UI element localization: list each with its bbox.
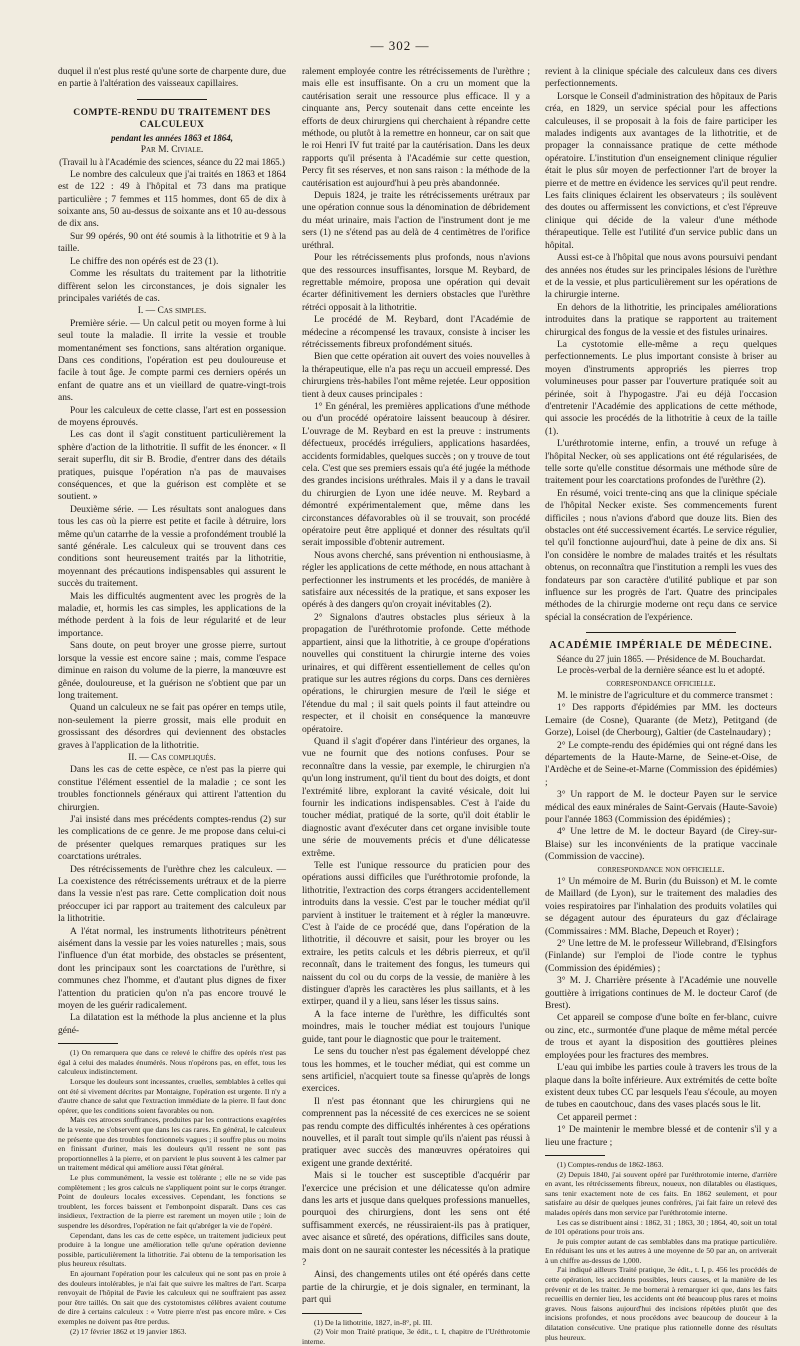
paragraph: 2° Une lettre de M. le professeur Willebrand, d'Elsingfors (Finlande) sur l'emploi de l'iode contre le typhus (Commission des épidémies) ;: [545, 939, 777, 974]
paragraph: Il n'est pas étonnant que les chirurgiens qui ne comprennent pas la nécessité de ces exercices ne se soient pas rendu compte des difficultés inhérentes à ces opérations nouvelles, et il paraît tout simple qu'ils n'aient pas réussi à pratiquer avec succès des manœuvres opératoires qui exigent une grande dextérité.: [302, 1096, 530, 1169]
paragraph: Comme les résultats du traitement par la lithotritie diffèrent selon les circonstances, je dois signaler les principales variétés de cas.: [58, 269, 286, 304]
paragraph: 1° De maintenir le membre blessé et de contenir s'il y a lieu une fracture ;: [545, 1125, 777, 1148]
paragraph: Ainsi, des changements utiles ont été opérés dans cette partie de la chirurgie, et je dois signaler, en terminant, la part qui: [302, 1270, 530, 1306]
section-title: ACADÉMIE IMPÉRIALE DE MÉDECINE.: [549, 640, 773, 652]
article-note: (Travail lu à l'Académie des sciences, séance du 22 mai 1865.): [59, 157, 285, 168]
paragraph: Des rétrécissements de l'urèthre chez les calculeux. — La coexistence des rétrécissements urétraux et de la pierre dans la vessie n'est pas rare. Cette complication doit nous préoccuper ici par rapport au traitement des calculeux par la lithotritie.: [58, 864, 286, 925]
footnote: Les cas se distribuent ainsi : 1862, 31 ; 1863, 30 ; 1864, 40, soit un total de 101 opérations pour trois ans.: [545, 1217, 777, 1237]
paragraph: Pour les calculeux de cette classe, l'art est en possession de moyens éprouvés.: [58, 405, 286, 428]
paragraph: 1° Des rapports d'épidémies par MM. les docteurs Lemaire (de Cosne), Quarante (de Metz), Petitgand (de Gorze), Loisel (de Cherbourg), Galtier (de Castelnaudary) ;: [545, 703, 777, 739]
paragraph: Aussi est-ce à l'hôpital que nous avons poursuivi pendant des années nos études sur les principales lésions de l'urèthre et de la vessie, et plus particulièrement sur les opérations de la chirurgie interne.: [545, 253, 777, 301]
intro-paragraph: duquel il n'est plus resté qu'une sorte de charpente dure, due en partie à l'altération des vaisseaux capillaires.: [58, 67, 286, 90]
section-divider: [137, 99, 207, 101]
paragraph: La cystotomie elle-même a reçu quelques perfectionnements. Le plus important consiste à briser au moyen d'instruments appropriés les pierres trop volumineuses pour passer par l'ouverture pratiquée soit au périnée, soit à l'hypogastre. J'ai eu déjà l'occasion d'entretenir l'Académie des applications de cette méthode, qui associe les procédés de la lithotritie à ceux de la taille (1).: [545, 339, 777, 437]
paragraph: 3° M. J. Charrière présente à l'Académie une nouvelle gouttière à irrigations continues de M. le docteur Carof (de Brest).: [545, 976, 777, 1012]
paragraph: Cet appareil se compose d'une boîte en fer-blanc, cuivre ou zinc, etc., surmontée d'une plaque de même métal percée de trous et ayant la disposition des gouttières pleines employées pour les fractures des membres.: [545, 1013, 777, 1061]
paragraph: 2° Le compte-rendu des épidémies qui ont régné dans les départements de la Haute-Marne, de Seine-et-Oise, de l'Ardèche et de Seine-et-Marne (Commission des épidémies) ;: [545, 740, 777, 788]
paragraph: L'uréthrotomie interne, enfin, a trouvé un refuge à l'hôpital Necker, où ses applications ont été régularisées, de telle sorte qu'elle constitue désormais une méthode sûre de traitement pour les coarctations profondes de l'urèthre (2).: [545, 439, 777, 487]
paragraph: J'ai insisté dans mes précédents comptes-rendus (2) sur les complications de ce genre. Je me propose dans celui-ci de présenter quelques remarques pratiques sur les coarctations urétrales.: [58, 814, 286, 863]
paragraph: 3° Un rapport de M. le docteur Payen sur le service médical des eaux minérales de Saint-Gervais (Haute-Savoie) pour l'année 1863 (Commission des épidémies) ;: [545, 790, 777, 825]
section-divider: [586, 632, 736, 634]
paragraph: 2° Signalons d'autres obstacles plus sérieux à la propagation de l'uréthrotomie profonde. Cette méthode appartient, ainsi que la lithotritie, à ce groupe d'opérations nouvelles qui constituent la chirurgie interne des voies urinaires, et qui diffèrent essentiellement de celles qu'on pratique sur les autres régions du corps. Dans ces dernières opérations, le chirurgien mesure de l'œil le siége et l'étendue du mal ; il sait quels points il faut atteindre ou respecter, et il choisit en conséquence la manœuvre opératoire.: [302, 612, 530, 735]
article-author: Par M. Civiale.: [140, 145, 204, 156]
footnote: (1) On remarquera que dans ce relevé le chiffre des opérés n'est pas égal à celui des malades énumérés. Nous n'opérons pas, en effet, tous les calculeux indistinctement.: [58, 1048, 286, 1077]
paragraph: ralement employée contre les rétrécissements de l'urèthre ; mais elle est insuffisante. On a cru un moment que la cautérisation serait une ressource plus efficace. Il y a cinquante ans, Percy soutenait dans cette enceinte les efforts de deux chirurgiens qui cherchaient à répandre cette méthode, ou plutôt à la remettre en honneur, car on sait que le roi Henri IV fut traité par la cautérisation. Dans les deux rapports qu'il présenta à l'Académie sur cette question, Percy fit ses réserves, et non sans raison : la méthode de la cautérisation est aujourd'hui à peu près abandonnée.: [302, 67, 530, 189]
paragraph: Le nombre des calculeux que j'ai traités en 1863 et 1864 est de 122 : 49 à l'hôpital et 73 dans ma pratique particulière ; 7 femmes et 115 hommes, dont 65 de dix à soixante ans, 50 au-dessus de soixante ans et 10 au-dessous de dix ans.: [58, 169, 286, 230]
footnote: En ajournant l'opération pour les calculeux qui ne sont pas en proie à des douleurs intolérables, je n'ai fait que suivre les maîtres de l'art. Scarpa renvoyait de l'hôpital de Pavie les calculeux qui ne souffraient pas assez pour être taillés. On sait que des cystotomistes célèbres avaient coutume de dire à certains calculeux : « Votre pierre n'est pas encore mûre. » Ces exemples ne doivent pas être perdus.: [58, 1268, 286, 1326]
article-subtitle: pendant les années 1863 et 1864,: [110, 132, 233, 143]
footnote: Le plus communément, la vessie est tolérante ; elle ne se vide pas complètement ; les gros calculs ne s'appliquent point sur le corps étranger. Point de douleurs locales excessives. Cependant, les fonctions se troublent, les forces baissent et l'embonpoint disparaît. Dans ces cas insidieux, l'extraction de la pierre est rarement un moyen utile ; loin de suspendre les désordres, l'opération ne fait qu'abréger la vie de l'opéré.: [58, 1173, 286, 1230]
column-2: [302, 66, 530, 1346]
paragraph: En résumé, voici trente-cinq ans que la clinique spéciale de l'hôpital Necker existe. Ses commencements furent difficiles ; nous n'avions d'abord que douze lits. Bien des obstacles ont été successivement écartés. Le service régulier, tel qu'il fonctionne aujourd'hui, date à peine de dix ans. Si l'on considère le nombre de malades traités et les résultats obtenus, on reconnaîtra que l'institution a rempli les vues des fondateurs par son caractère d'utilité publique et par son influence sur les progrès de l'art. Quatre des principales méthodes de la chirurgie moderne ont reçu dans ce service spécial la consécration de l'expérience.: [545, 488, 777, 623]
paragraph: Dans les cas de cette espèce, ce n'est pas la pierre qui constitue l'élément essentiel de la maladie ; ce sont les troubles fonctionnels généraux qui attirent l'attention du chirurgien.: [58, 765, 286, 813]
paragraph: A la face interne de l'urèthre, les difficultés sont moindres, mais le toucher médiat est toujours l'unique guide, tant pour le diagnostic que pour le traitement.: [302, 1009, 530, 1045]
paragraph: Nous avons cherché, sans prévention ni enthousiasme, à régler les applications de cette méthode, en nous attachant à perfectionner les instruments et les procédés, de manière à satisfaire aux nécessités de la pratique, et sans exposer les opérés à des dangers qu'on croyait inévitables (2).: [302, 550, 530, 611]
footnote: J'ai indiqué ailleurs Traité pratique, 3e édit., t. I, p. 456 les procédés de cette opération, les accidents possibles, leurs causes, et la manière de les prévenir et de les traiter. Je me bornerai à remarquer ici que, dans les faits recueillis en dernier lieu, les accidents ont été beaucoup plus rares et moins graves. Nous faisons aujourd'hui des incisions répétées plutôt que des incisions profondes, et nous procédons avec beaucoup de douceur à la dilatation consécutive. Une pratique plus rationnelle donne des résultats plus heureux.: [545, 1265, 777, 1342]
paragraph: Le sens du toucher n'est pas également développé chez tous les hommes, et le toucher médiat, qui est comme un sens artificiel, n'acquiert toute sa finesse qu'après de longs exercices.: [302, 1047, 530, 1095]
footnote: (2) Depuis 1840, j'ai souvent opéré par l'uréthrotomie interne, d'arrière en avant, les rétrécissements fibreux, noueux, non dilatables ou élastiques, sans tenir exactement note de ces faits. En 1862 seulement, et pour satisfaire au désir de quelques jeunes confrères, j'ai fait faire un relevé des malades opérés dans mon service par l'uréthrotomie interne.: [545, 1169, 777, 1217]
paragraph: 4° Une lettre de M. le docteur Bayard (de Cirey-sur-Blaise) sur les inconvénients de la pratique vaccinale (Commission de vaccine).: [545, 827, 777, 863]
article-title: COMPTE-RENDU DU TRAITEMENT DES CALCULEUX: [73, 107, 271, 131]
column-1: [58, 66, 286, 1336]
footnote: Je puis compter autant de cas semblables dans ma pratique particulière. En réduisant les uns et les autres à une moyenne de 50 par an, on arriverait à un chiffre au-dessus de 1,000.: [545, 1236, 777, 1265]
paragraph: Les cas dont il s'agit constituent particulièrement la sphère d'action de la lithotritie. Il suffit de les énoncer. « Il serait superflu, dit sir B. Brodie, d'entrer dans des détails pratiques, puisque l'opération n'a pas de mauvaises conséquences, et que la guérison est complète et se soutient. »: [58, 430, 286, 503]
session-line: Séance du 27 juin 1865. — Présidence de M. Bouchardat.: [556, 653, 766, 664]
footnote: Mais ces atroces souffrances, produites par les contractions exagérées de la vessie, ne s'observent que dans les cas rares. En général, le calculeux ne présente que des troubles fonctionnels vagues ; il souffre plus ou moins en finissant d'uriner, mais les douleurs qu'il ressent ne sont pas proportionnelles à la pierre, et on parvient le plus souvent à les calmer par un traitement médical qui améliore aussi l'état général.: [58, 1115, 286, 1173]
footnote-rule: [545, 1155, 605, 1156]
paragraph: A l'état normal, les instruments lithotriteurs pénètrent aisément dans la vessie par les voies naturelles ; mais, sous l'influence d'un état morbide, des obstacles se présentent, dont les principaux sont les coarctations de l'urèthre, si communes chez l'homme, et d'autant plus dignes de fixer l'attention du praticien qu'on n'a pas encore trouvé le moyen de les guérir radicalement.: [58, 926, 286, 1012]
paragraph: Quand il s'agit d'opérer dans l'intérieur des organes, la vue ne fournit que des notions confuses. Pour se reconnaître dans la vessie, par exemple, le chirurgien n'a qu'un long instrument, qu'il tient du bout des doigts, et dont l'extrémité libre, explorant la cavité vésicale, doit lui fournir les indications indispensables. C'est à l'aide du toucher médiat, pratiqué de la sorte, qu'il doit établir le diagnostic avant d'exécuter dans cet organe invisible toute une série de mouvements précis et d'une délicatesse extrême.: [302, 736, 530, 859]
paragraph: Bien que cette opération ait ouvert des voies nouvelles à la thérapeutique, elle n'a pas reçu un accueil empressé. Des chirurgiens très-habiles l'ont même rejetée. Leur opposition tient à deux causes principales :: [302, 352, 530, 400]
paragraph: Deuxième série. — Les résultats sont analogues dans tous les cas où la pierre est petite et facile à détruire, lors même qu'un catarrhe de la vessie a profondément troublé la santé générale. Les calculeux qui se trouvent dans ces conditions sont heureusement traités par la lithotritie, moyennant des précautions indispensables qui assurent le succès du traitement.: [58, 504, 286, 590]
paragraph: Le chiffre des non opérés est de 23 (1).: [70, 256, 219, 267]
page-number: — 302 —: [370, 38, 430, 53]
paragraph: L'eau qui imbibe les parties coule à travers les trous de la plaque dans la boîte inférieure. Aux extrémités de cette boîte existent deux tubes CC par lesquels l'eau s'écoule, au moyen de tubes en caoutchouc, dans des vases placés sous le lit.: [545, 1063, 777, 1111]
footnote: Cependant, dans les cas de cette espèce, un traitement judicieux peut produire à la longue une amélioration telle qu'une opération devienne possible, particulièrement la lithotritie. J'ai obtenu de la temporisation les plus heureux résultats.: [58, 1230, 286, 1269]
paragraph: Pour les rétrécissements plus profonds, nous n'avions que des ressources insuffisantes, lorsque M. Reybard, de regrettable mémoire, proposa une opération qui devait écarter définitivement les derniers obstacles que l'urèthre rétréci opposait à la lithotritie.: [302, 253, 530, 313]
footnote: Lorsque les douleurs sont incessantes, cruelles, semblables à celles qui ont été si vivement décrites par Montaigne, l'opération est urgente. Il n'y a d'autre chance de salut que l'extraction immédiate de la pierre. Il faut donc opérer, que les conditions soient favorables ou non.: [58, 1077, 286, 1115]
paragraph: Lorsque le Conseil d'administration des hôpitaux de Paris créa, en 1829, un service spécial pour les affections calculeuses, il se proposait à la fois de faire participer les malades indigents aux avantages de la lithotritie, et de propager la connaissance pratique de cette méthode opératoire. L'institution d'un enseignement clinique régulier était le plus sûr moyen de perfectionner l'art de broyer la pierre et de mettre en évidence les services qu'il peut rendre. Les faits cliniques éclairent les observateurs ; ils soulèvent des doutes ou affermissent les convictions, et c'est l'épreuve clinique qui décide de la valeur d'une méthode thérapeutique. Telle est l'utilité d'un service public dans un hôpital.: [545, 91, 777, 251]
footnote: (1) Comptes-rendus de 1862-1863.: [557, 1159, 664, 1169]
section-heading: I. — Cas simples.: [137, 306, 207, 317]
paragraph: En dehors de la lithotritie, les principales améliorations introduites dans la pratique se rapportent au traitement chirurgical des fongus de la vessie et des fistules urinaires.: [545, 302, 777, 338]
paragraph: La dilatation est la méthode la plus ancienne et la plus géné-: [58, 1013, 286, 1036]
footnote-rule: [58, 1043, 118, 1044]
paragraph: Cet appareil permet :: [557, 1112, 637, 1123]
paragraph: Telle est l'unique ressource du praticien pour des opérations aussi difficiles que l'uréthrotomie profonde, la lithotritie, l'extraction des corps étrangers accidentellement introduits dans la vessie. C'est par le toucher médiat qu'il parvient à instituer le traitement et à régler la manœuvre. C'est à l'aide de ce procédé que, dans l'opération de la lithotritie, il découvre et saisit, pour les broyer ou les extraire, les petits calculs et les débris pierreux, et qu'il reconnaît, dans le traitement des fongus, les tumeurs qui naissent du col ou du corps de la vessie, de manière à les distinguer d'après les caractères les plus saillants, et à les extirper, quand il y a lieu, sans léser les tissus sains.: [302, 861, 530, 1008]
paragraph: M. le ministre de l'agriculture et du commerce transmet :: [557, 690, 773, 701]
correspondence-heading: correspondance officielle.: [606, 678, 716, 689]
paragraph: revient à la clinique spéciale des calculeux dans ces divers perfectionnements.: [545, 67, 777, 90]
paragraph: Sans doute, on peut broyer une grosse pierre, surtout lorsque la vessie est encore saine ; mais, comme l'espace diminue en raison du volume de la pierre, la manœuvre est gênée, douloureuse, et la guérison ne s'obtient que par un long traitement.: [58, 641, 286, 701]
column-3: [545, 66, 777, 1342]
paragraph: Le procédé de M. Reybard, dont l'Académie de médecine a récompensé les travaux, consiste à inciser les rétrécissements fibreux profondément situés.: [302, 315, 530, 350]
paragraph: Première série. — Un calcul petit ou moyen forme à lui seul toute la maladie. Il irrite la vessie et trouble momentanément ses fonctions, sans altération organique. Dans ces conditions, l'opération est peu douloureuse et facile à tout âge. Je compte parmi ces derniers opérés un enfant de quatre ans et un vieillard de quatre-vingt-trois ans.: [58, 318, 286, 404]
footnote: (2) Voir mon Traité pratique, 3e édit., t. I, chapitre de l'Uréthrotomie interne.: [302, 1327, 530, 1346]
paragraph: Mais les difficultés augmentent avec les progrès de la maladie, et, hormis les cas simples, les applications de la méthode perdent à la fois de leur régularité et de leur importance.: [58, 591, 286, 639]
paragraph: Mais si le toucher est susceptible d'acquérir par l'exercice une précision et une délicatesse qu'on admire dans les arts et jusque dans quelques professions manuelles, pourquoi des chirurgiens, dont les sens ont été suffisamment exercés, ne réussiraient-ils pas à pratiquer, avec aisance et sûreté, des opérations, difficiles sans doute, mais dont on ne saurait contester les nécessités à la pratique ?: [302, 1171, 530, 1268]
section-heading: II. — Cas compliqués.: [128, 752, 216, 763]
paragraph: Sur 99 opérés, 90 ont été soumis à la lithotritie et 9 à la taille.: [58, 231, 286, 255]
footnote: (2) 17 février 1862 et 19 janvier 1863.: [70, 1326, 187, 1336]
footnote: (1) De la lithotritie, 1827, in-8°, pl. III.: [314, 1317, 433, 1327]
paragraph: 1° Un mémoire de M. Burin (du Buisson) et M. le comte de Maillard (de Lyon), sur le traitement des maladies des voies respiratoires par l'inhalation des produits volatiles qui se dégagent autour des épurateurs du gaz d'éclairage (Commissaires : MM. Blache, Depeuch et Royer) ;: [545, 877, 777, 937]
paragraph: 1° En général, les premières applications d'une méthode ou d'un procédé opératoire laissent beaucoup à désirer. L'ouvrage de M. Reybard en est la preuve : instruments défectueux, procédés irréguliers, applications hasardées, accidents formidables, quelques succès ; on y trouve de tout cela. C'est que ses premiers essais qu'a été jugée la méthode des grandes incisions uréthrales. Mais il y a dans le travail du chirurgien de Lyon une idée neuve. M. Reybard a démontré expérimentalement que, même dans les circonstances défavorables où il se trouvait, son procédé opératoire peut être appliqué et donner des résultats qu'il serait impossible d'obtenir autrement.: [302, 401, 530, 549]
footnote-rule: [302, 1313, 362, 1314]
paragraph: Quand un calculeux ne se fait pas opérer en temps utile, non-seulement la pierre grossit, mais elle produit en grossissant des désordres qui deviennent des obstacles graves à l'application de la lithotritie.: [58, 703, 286, 751]
correspondence-heading: correspondance non officielle.: [597, 864, 725, 875]
paragraph: Le procès-verbal de la dernière séance est lu et adopté.: [557, 666, 765, 677]
paragraph: Depuis 1824, je traite les rétrécissements urétraux par une opération connue sous la dénomination de débridement du méat urinaire, mais l'action de l'instrument dont je me sers (1) ne s'étend pas au delà de 4 centimètres de l'orifice uréthral.: [302, 191, 530, 251]
